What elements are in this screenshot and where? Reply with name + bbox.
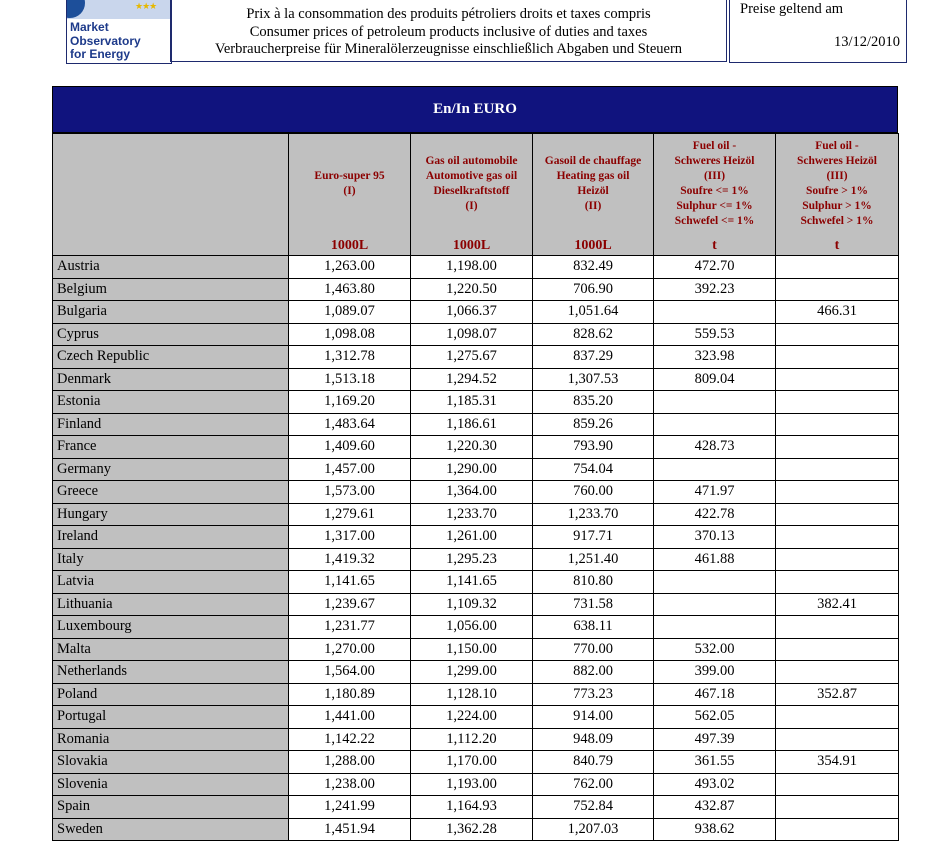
price-cell: 762.00	[533, 773, 654, 796]
price-cell: 1,198.00	[411, 256, 533, 279]
price-cell: 1,224.00	[411, 706, 533, 729]
price-cell: 859.26	[533, 413, 654, 436]
price-cell: 1,180.89	[289, 683, 411, 706]
price-cell: 1,573.00	[289, 481, 411, 504]
price-cell: 773.23	[533, 683, 654, 706]
price-cell: 1,295.23	[411, 548, 533, 571]
price-cell	[776, 368, 899, 391]
currency-banner: En/In EURO	[52, 86, 898, 133]
price-cell: 731.58	[533, 593, 654, 616]
country-name: Greece	[53, 481, 289, 504]
price-cell: 1,141.65	[289, 571, 411, 594]
prices-table	[52, 86, 898, 841]
price-cell: 1,483.64	[289, 413, 411, 436]
price-cell: 752.84	[533, 796, 654, 819]
price-cell: 562.05	[654, 706, 776, 729]
market-observatory-logo	[66, 0, 172, 64]
price-cell	[776, 278, 899, 301]
price-cell: 638.11	[533, 616, 654, 639]
price-cell: 1,275.67	[411, 346, 533, 369]
price-cell: 1,441.00	[289, 706, 411, 729]
country-name: Sweden	[53, 818, 289, 841]
country-name: Denmark	[53, 368, 289, 391]
column-header-label	[411, 154, 532, 214]
column-header-line: Schweres Heizöl	[797, 155, 877, 167]
country-name: Bulgaria	[53, 301, 289, 324]
column-header-line: (I)	[343, 185, 356, 197]
column-header	[533, 134, 654, 256]
price-cell: 917.71	[533, 526, 654, 549]
table-row	[53, 413, 899, 436]
price-cell: 837.29	[533, 346, 654, 369]
column-header-line: Schwefel <= 1%	[674, 215, 755, 227]
price-date-box	[729, 0, 907, 63]
document-title	[170, 0, 727, 62]
price-cell: 1,263.00	[289, 256, 411, 279]
price-cell: 532.00	[654, 638, 776, 661]
column-header-line: Heating gas oil	[556, 170, 630, 182]
table-row	[53, 751, 899, 774]
price-cell	[776, 503, 899, 526]
column-header-row	[53, 134, 899, 256]
price-cell: 840.79	[533, 751, 654, 774]
title-line-en: Consumer prices of petroleum products inclusive of duties and taxes	[249, 23, 648, 40]
price-cell: 392.23	[654, 278, 776, 301]
price-cell	[776, 481, 899, 504]
country-name: Austria	[53, 256, 289, 279]
price-date-label: Preise geltend am	[740, 1, 844, 17]
price-cell: 754.04	[533, 458, 654, 481]
price-cell	[776, 256, 899, 279]
price-cell	[654, 391, 776, 414]
price-cell	[776, 661, 899, 684]
price-cell: 1,279.61	[289, 503, 411, 526]
price-cell: 1,193.00	[411, 773, 533, 796]
price-cell: 1,299.00	[411, 661, 533, 684]
column-header	[289, 134, 411, 256]
column-unit: 1000L	[452, 238, 491, 253]
eu-stars-icon: ★★★	[135, 2, 157, 12]
price-cell: 828.62	[533, 323, 654, 346]
price-cell: 1,231.77	[289, 616, 411, 639]
price-cell: 1,233.70	[411, 503, 533, 526]
country-name: Ireland	[53, 526, 289, 549]
price-cell: 1,270.00	[289, 638, 411, 661]
table-row	[53, 571, 899, 594]
table-row	[53, 773, 899, 796]
price-cell: 1,364.00	[411, 481, 533, 504]
price-cell: 793.90	[533, 436, 654, 459]
price-cell: 1,170.00	[411, 751, 533, 774]
country-name: Latvia	[53, 571, 289, 594]
price-cell: 1,419.32	[289, 548, 411, 571]
price-cell: 559.53	[654, 323, 776, 346]
price-cell	[776, 728, 899, 751]
price-cell: 938.62	[654, 818, 776, 841]
column-header-line: Gasoil de chauffage	[544, 155, 642, 167]
price-cell: 1,112.20	[411, 728, 533, 751]
price-cell: 1,142.22	[289, 728, 411, 751]
column-header-line: Fuel oil -	[692, 140, 737, 152]
column-header-line: Euro-super 95	[314, 170, 385, 182]
column-header-line: (III)	[826, 170, 848, 182]
price-cell: 354.91	[776, 751, 899, 774]
country-name: Hungary	[53, 503, 289, 526]
price-cell: 382.41	[776, 593, 899, 616]
table-row	[53, 458, 899, 481]
table-row	[53, 301, 899, 324]
price-cell: 472.70	[654, 256, 776, 279]
price-date-value: 13/12/2010	[833, 34, 900, 50]
price-cell: 1,220.50	[411, 278, 533, 301]
price-cell: 1,288.00	[289, 751, 411, 774]
column-header	[411, 134, 533, 256]
price-cell	[776, 706, 899, 729]
price-cell	[776, 616, 899, 639]
price-cell: 1,241.99	[289, 796, 411, 819]
table-row	[53, 706, 899, 729]
table-row	[53, 256, 899, 279]
price-cell: 1,463.80	[289, 278, 411, 301]
column-header-line: Automotive gas oil	[425, 170, 518, 182]
table-row	[53, 278, 899, 301]
column-header-line: Gas oil automobile	[425, 155, 518, 167]
country-name: Malta	[53, 638, 289, 661]
column-header-line: (I)	[465, 200, 478, 212]
country-name: Netherlands	[53, 661, 289, 684]
table-row	[53, 391, 899, 414]
country-name: Luxembourg	[53, 616, 289, 639]
price-cell: 948.09	[533, 728, 654, 751]
table-row	[53, 526, 899, 549]
price-cell: 1,164.93	[411, 796, 533, 819]
price-cell: 1,169.20	[289, 391, 411, 414]
price-cell: 706.90	[533, 278, 654, 301]
table-body	[53, 256, 899, 841]
price-cell: 1,185.31	[411, 391, 533, 414]
price-cell: 361.55	[654, 751, 776, 774]
price-cell: 809.04	[654, 368, 776, 391]
country-name: France	[53, 436, 289, 459]
price-cell: 1,457.00	[289, 458, 411, 481]
price-cell: 1,150.00	[411, 638, 533, 661]
logo-text-line: for Energy	[70, 47, 131, 61]
table-row	[53, 548, 899, 571]
price-cell: 466.31	[776, 301, 899, 324]
price-cell: 422.78	[654, 503, 776, 526]
price-cell: 1,098.07	[411, 323, 533, 346]
column-header-label	[533, 154, 653, 214]
country-name: Italy	[53, 548, 289, 571]
column-header-label	[289, 169, 410, 199]
price-cell: 1,207.03	[533, 818, 654, 841]
price-cell: 1,294.52	[411, 368, 533, 391]
country-name: Portugal	[53, 706, 289, 729]
price-cell: 1,307.53	[533, 368, 654, 391]
country-name: Slovakia	[53, 751, 289, 774]
price-cell	[776, 323, 899, 346]
price-cell	[776, 391, 899, 414]
price-cell: 1,089.07	[289, 301, 411, 324]
column-header-label	[654, 139, 775, 229]
logo-text	[70, 21, 170, 62]
country-name: Romania	[53, 728, 289, 751]
table-row	[53, 346, 899, 369]
country-name: Spain	[53, 796, 289, 819]
price-cell: 835.20	[533, 391, 654, 414]
table-row	[53, 436, 899, 459]
price-cell: 428.73	[654, 436, 776, 459]
table-row	[53, 368, 899, 391]
price-cell: 352.87	[776, 683, 899, 706]
price-cell: 1,186.61	[411, 413, 533, 436]
column-header-line: Dieselkraftstoff	[433, 185, 510, 197]
price-cell: 370.13	[654, 526, 776, 549]
table-row	[53, 616, 899, 639]
price-cell: 1,564.00	[289, 661, 411, 684]
price-cell: 471.97	[654, 481, 776, 504]
logo-graphic	[67, 0, 171, 19]
price-cell	[776, 818, 899, 841]
column-header-line: (III)	[703, 170, 726, 182]
price-cell: 882.00	[533, 661, 654, 684]
price-cell: 497.39	[654, 728, 776, 751]
country-name: Czech Republic	[53, 346, 289, 369]
country-name: Lithuania	[53, 593, 289, 616]
price-cell	[654, 593, 776, 616]
column-header-line: Schwefel > 1%	[800, 215, 874, 227]
price-cell	[776, 571, 899, 594]
price-cell	[654, 616, 776, 639]
price-cell	[776, 773, 899, 796]
price-cell: 1,098.08	[289, 323, 411, 346]
price-cell: 1,251.40	[533, 548, 654, 571]
table-row	[53, 593, 899, 616]
price-cell	[654, 413, 776, 436]
price-cell	[776, 526, 899, 549]
price-cell: 1,261.00	[411, 526, 533, 549]
column-header-line: Sulphur > 1%	[802, 200, 872, 212]
title-line-de: Verbraucherpreise für Mineralölerzeugnisse einschließlich Abgaben und Steuern	[214, 41, 683, 57]
price-cell: 770.00	[533, 638, 654, 661]
price-cell	[776, 638, 899, 661]
column-unit: t	[712, 238, 717, 253]
price-cell	[776, 436, 899, 459]
price-cell: 1,451.94	[289, 818, 411, 841]
price-cell	[654, 571, 776, 594]
price-cell: 1,128.10	[411, 683, 533, 706]
table-row	[53, 818, 899, 841]
column-header	[53, 134, 289, 256]
price-cell: 1,290.00	[411, 458, 533, 481]
price-cell: 810.80	[533, 571, 654, 594]
column-header-line: Heizöl	[577, 185, 609, 197]
column-header-line: Schweres Heizöl	[674, 155, 755, 167]
table-row	[53, 728, 899, 751]
price-cell: 1,239.67	[289, 593, 411, 616]
price-cell: 1,317.00	[289, 526, 411, 549]
country-name: Estonia	[53, 391, 289, 414]
price-cell: 1,056.00	[411, 616, 533, 639]
column-unit: t	[834, 238, 840, 253]
column-header	[776, 134, 899, 256]
column-header	[654, 134, 776, 256]
price-cell: 1,066.37	[411, 301, 533, 324]
prices-grid	[52, 133, 899, 841]
price-cell: 399.00	[654, 661, 776, 684]
price-cell: 461.88	[654, 548, 776, 571]
price-cell: 1,233.70	[533, 503, 654, 526]
title-line-fr: Prix à la consommation des produits pétroliers droits et taxes compris	[246, 6, 651, 22]
country-name: Germany	[53, 458, 289, 481]
column-unit: 1000L	[574, 238, 612, 253]
price-cell: 432.87	[654, 796, 776, 819]
price-cell	[776, 346, 899, 369]
country-name: Cyprus	[53, 323, 289, 346]
price-cell: 1,141.65	[411, 571, 533, 594]
price-cell: 832.49	[533, 256, 654, 279]
table-row	[53, 503, 899, 526]
column-header-line: Sulphur <= 1%	[676, 200, 753, 212]
table-row	[53, 323, 899, 346]
column-header-line: Soufre > 1%	[806, 185, 868, 197]
price-cell: 1,109.32	[411, 593, 533, 616]
price-cell: 1,238.00	[289, 773, 411, 796]
column-header-line: Soufre <= 1%	[680, 185, 749, 197]
price-cell: 323.98	[654, 346, 776, 369]
country-name: Belgium	[53, 278, 289, 301]
price-cell: 1,409.60	[289, 436, 411, 459]
price-cell: 1,312.78	[289, 346, 411, 369]
price-cell	[776, 548, 899, 571]
country-name: Finland	[53, 413, 289, 436]
country-name: Slovenia	[53, 773, 289, 796]
table-row	[53, 683, 899, 706]
price-cell: 493.02	[654, 773, 776, 796]
price-cell: 467.18	[654, 683, 776, 706]
price-cell: 914.00	[533, 706, 654, 729]
price-cell: 1,220.30	[411, 436, 533, 459]
price-cell	[654, 301, 776, 324]
price-cell: 1,513.18	[289, 368, 411, 391]
table-row	[53, 638, 899, 661]
price-cell	[654, 458, 776, 481]
table-row	[53, 481, 899, 504]
logo-text-line: Market	[70, 20, 109, 34]
country-name: Poland	[53, 683, 289, 706]
table-row	[53, 796, 899, 819]
price-cell: 1,051.64	[533, 301, 654, 324]
column-header-line: Fuel oil -	[815, 140, 859, 152]
column-unit: 1000L	[330, 238, 369, 253]
price-cell: 1,362.28	[411, 818, 533, 841]
logo-text-line: Observatory	[70, 33, 141, 48]
price-cell	[776, 413, 899, 436]
price-cell	[776, 796, 899, 819]
price-cell	[776, 458, 899, 481]
column-header-label	[776, 139, 898, 229]
price-cell: 760.00	[533, 481, 654, 504]
column-header-line: (II)	[584, 200, 602, 212]
logo-swoosh-icon	[67, 0, 85, 18]
table-row	[53, 661, 899, 684]
